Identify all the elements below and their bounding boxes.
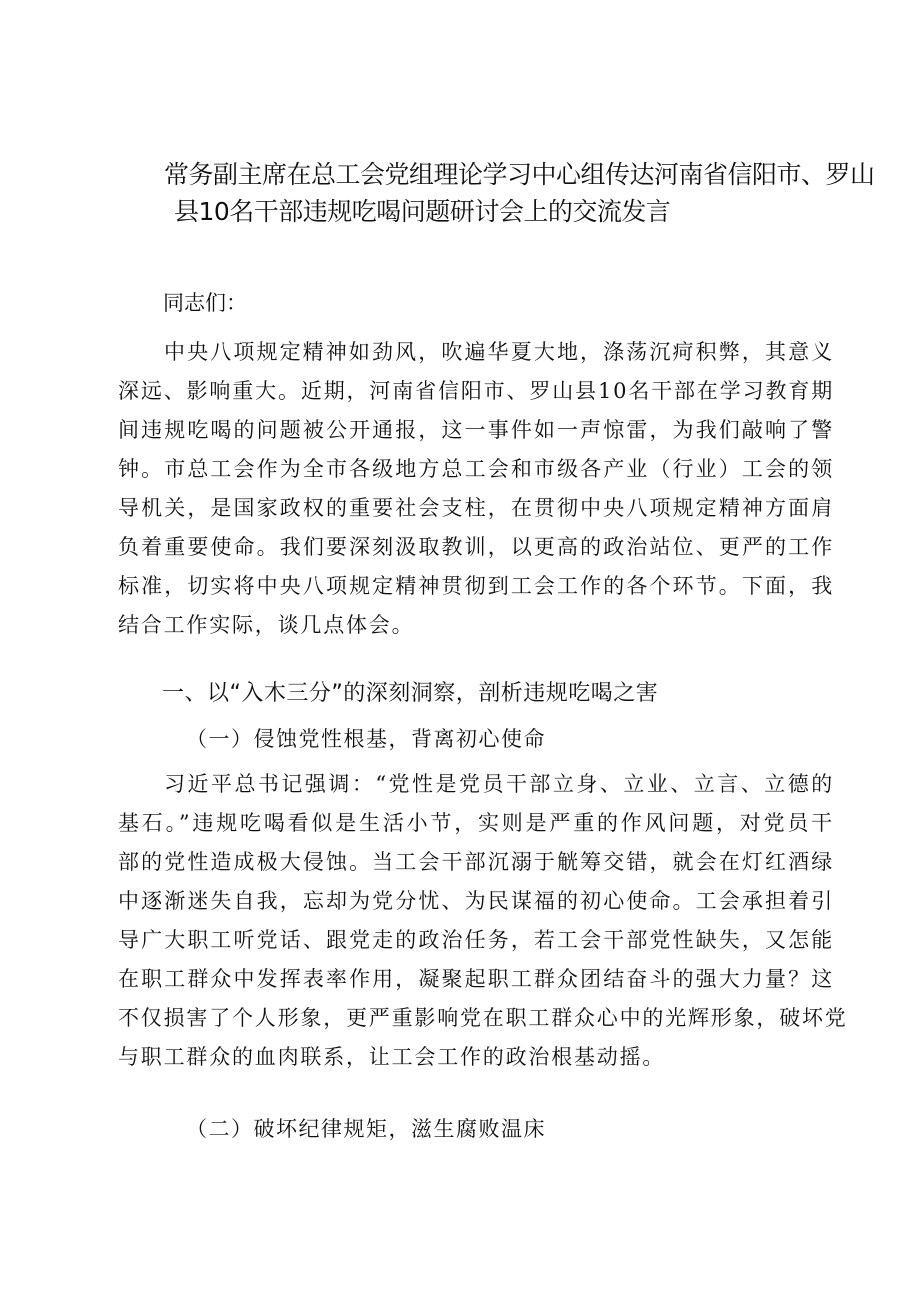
paragraph-line: 与职工群众的血肉联系，让工会工作的政治根基动摇。 bbox=[118, 1045, 666, 1069]
intro-paragraph bbox=[118, 333, 834, 645]
section-heading-1: 一、以“入木三分”的深刻洞察，剖析违规吃喝之害 bbox=[162, 681, 659, 706]
paragraph-line: 习近平总书记强调：“党性是党员干部立身、立业、立言、立德的 bbox=[164, 772, 834, 796]
paragraph-line: 不仅损害了个人形象，更严重影响党在职工群众心中的光辉形象，破坏党 bbox=[118, 1006, 848, 1030]
paragraph-line: 部的党性造成极大侵蚀。当工会干部沉溺于觥筹交错，就会在灯红酒绿 bbox=[118, 850, 834, 874]
paragraph-line: 中央八项规定精神如劲风，吹遍华夏大地，涤荡沉疴积弊，其意义 bbox=[164, 340, 834, 364]
subsection-heading-1: （一）侵蚀党性根基，背离初心使命 bbox=[186, 727, 546, 751]
paragraph-line: 导机关，是国家政权的重要社会支柱，在贯彻中央八项规定精神方面肩 bbox=[118, 496, 834, 520]
title-line-2: 县10名干部违规吃喝问题研讨会上的交流发言 bbox=[174, 197, 671, 226]
paragraph-line: 深远、影响重大。近期，河南省信阳市、罗山县10名干部在学习教育期 bbox=[118, 379, 834, 403]
subsection-1-paragraph bbox=[118, 765, 848, 1077]
subsection-heading-2: （二）破坏纪律规矩，滋生腐败温床 bbox=[186, 1117, 546, 1141]
paragraph-line: 间违规吃喝的问题被公开通报，这一事件如一声惊雷，为我们敲响了警 bbox=[118, 418, 834, 442]
paragraph-line: 基石。”违规吃喝看似是生活小节，实则是严重的作风问题，对党员干 bbox=[118, 811, 834, 835]
title-line-1: 常务副主席在总工会党组理论学习中心组传达河南省信阳市、罗山 bbox=[164, 160, 875, 189]
paragraph-line: 中逐渐迷失自我，忘却为党分忧、为民谋福的初心使命。工会承担着引 bbox=[118, 889, 834, 913]
paragraph-line: 导广大职工听党话、跟党走的政治任务，若工会干部党性缺失，又怎能 bbox=[118, 928, 834, 952]
paragraph-line: 钟。市总工会作为全市各级地方总工会和市级各产业（行业）工会的领 bbox=[118, 457, 834, 481]
paragraph-line: 负着重要使命。我们要深刻汲取教训，以更高的政治站位、更严的工作 bbox=[118, 535, 834, 559]
paragraph-line: 标准，切实将中央八项规定精神贯彻到工会工作的各个环节。下面，我 bbox=[118, 574, 834, 598]
document-title bbox=[118, 156, 875, 230]
paragraph-line: 在职工群众中发挥表率作用，凝聚起职工群众团结奋斗的强大力量？这 bbox=[118, 967, 834, 991]
paragraph-line: 结合工作实际，谈几点体会。 bbox=[118, 613, 415, 637]
salutation: 同志们： bbox=[163, 291, 247, 315]
